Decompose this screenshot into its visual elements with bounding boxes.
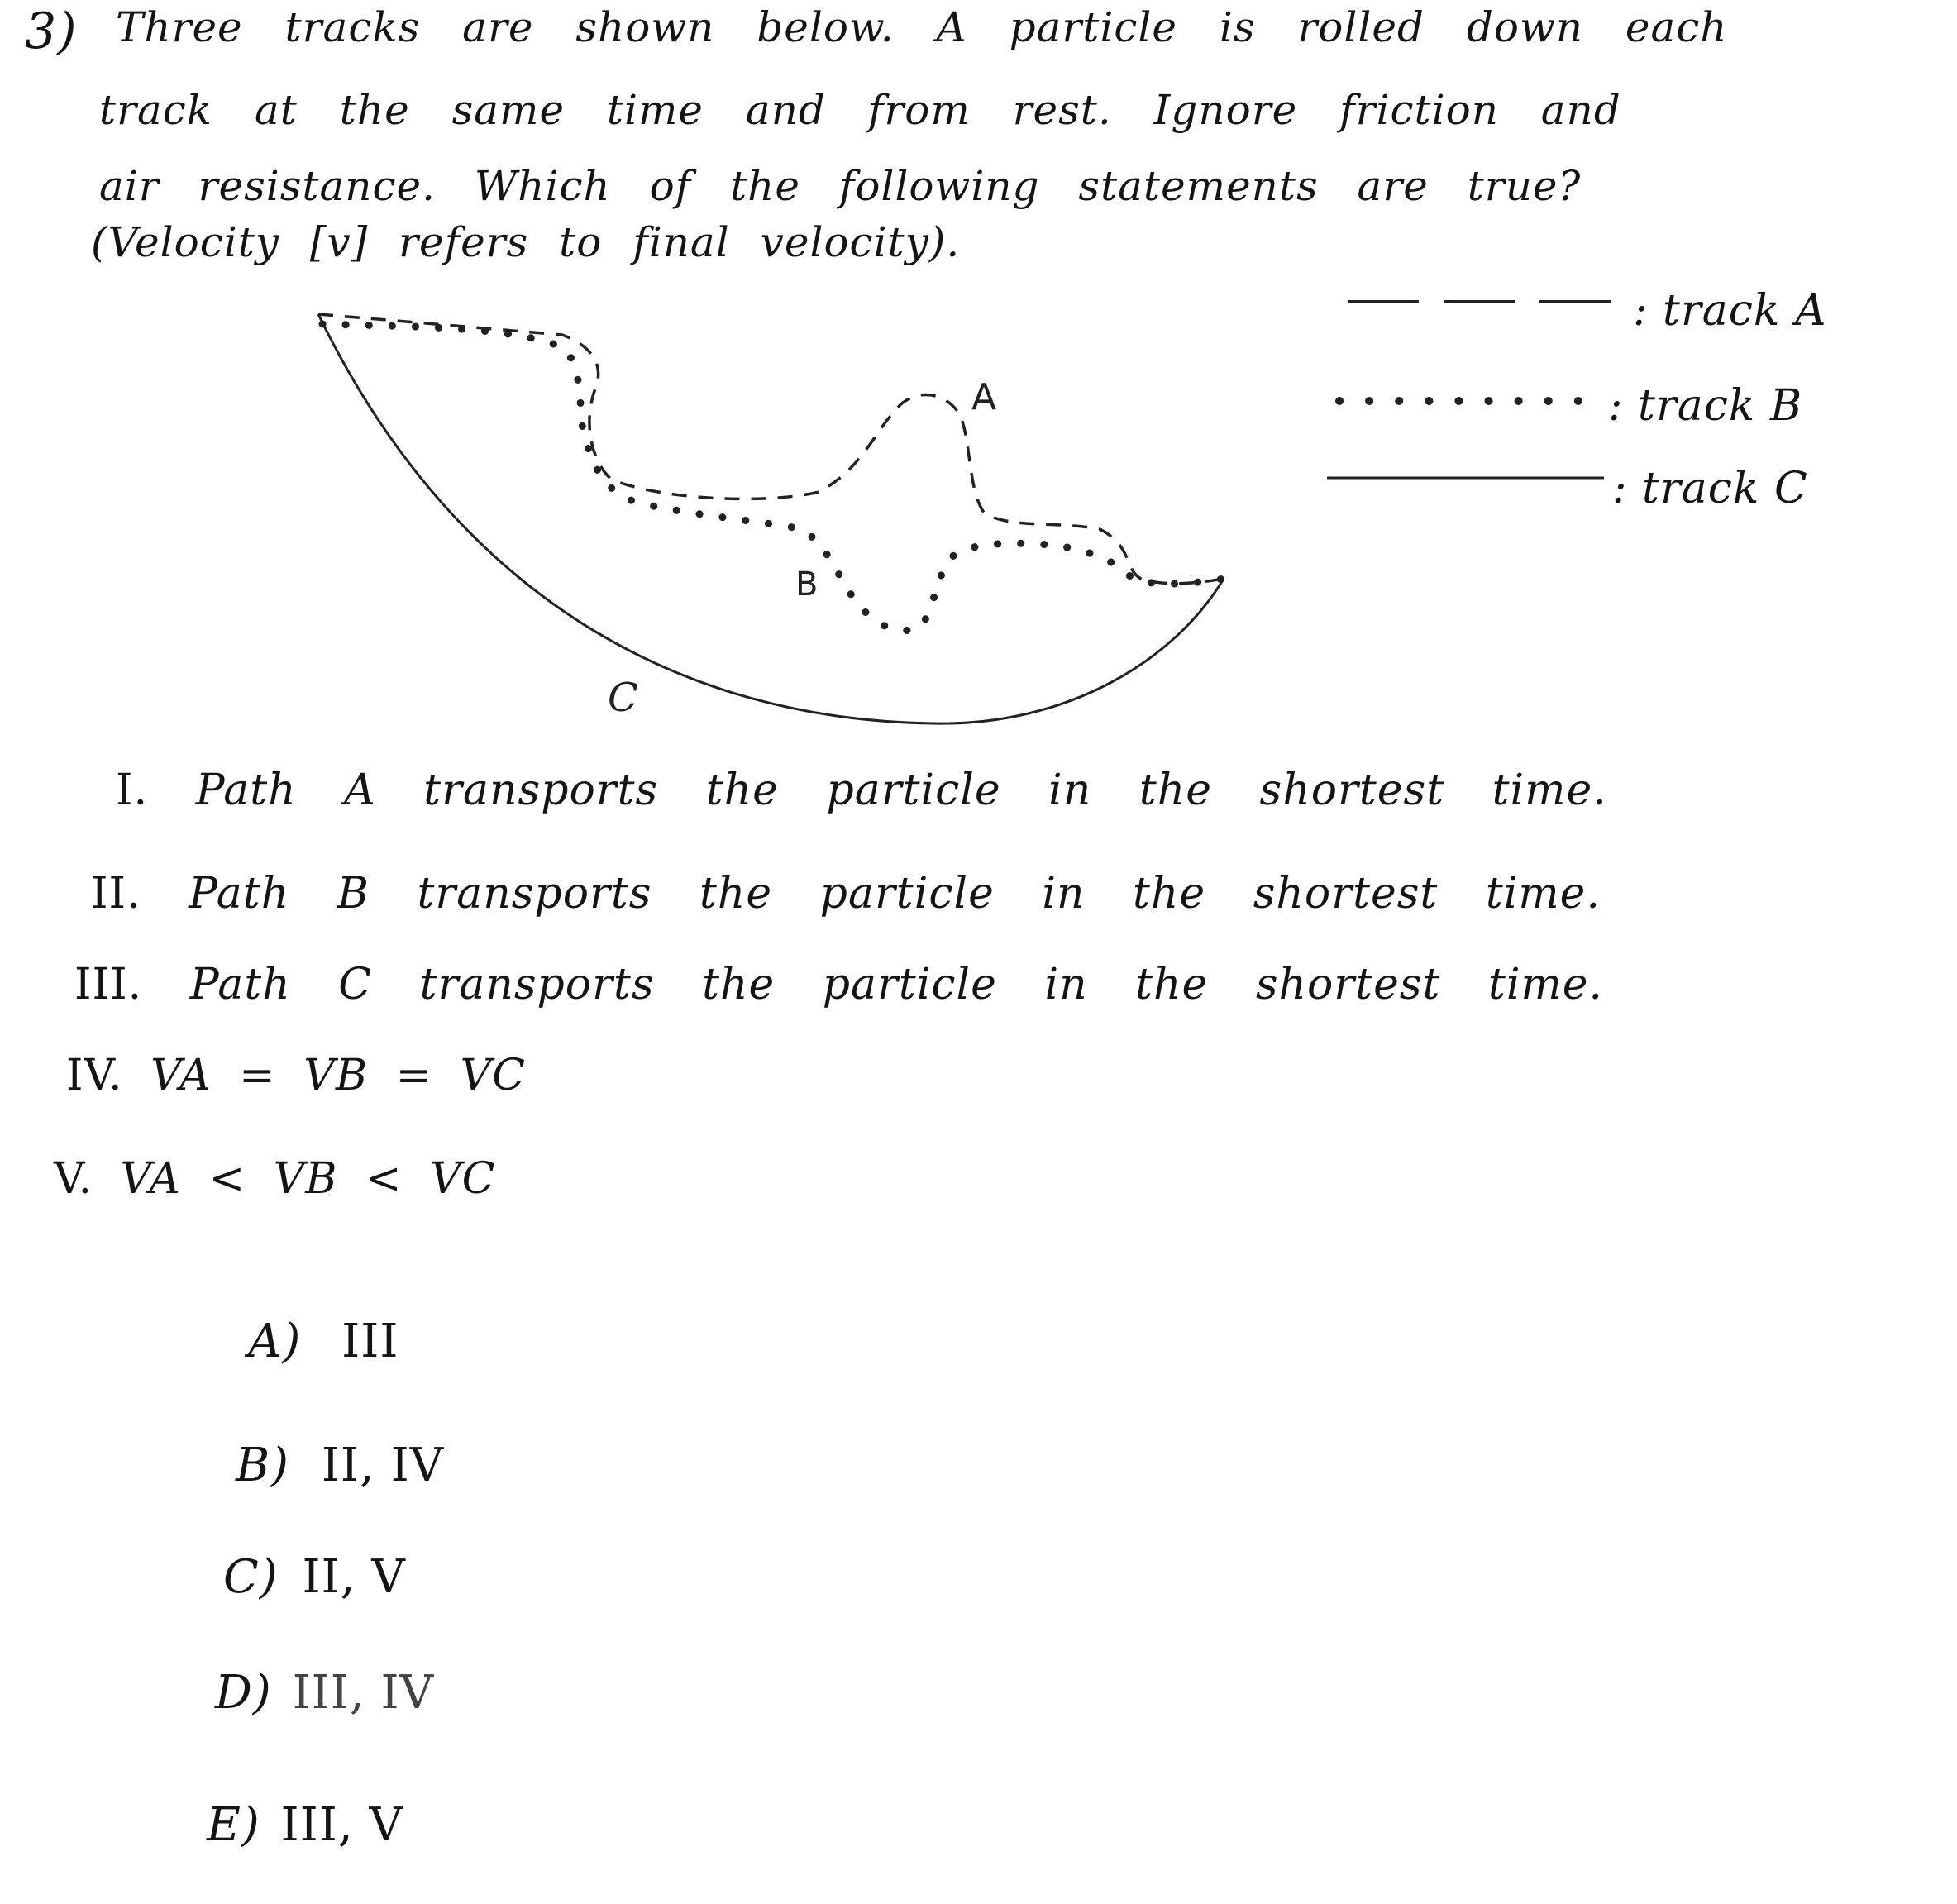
question-line-1: Three tracks are shown below. A particle is rolled down each xyxy=(116,3,1728,51)
statement-3-text: Path C transports the particle in the shortest time. xyxy=(189,960,1604,1009)
question-number: 3) xyxy=(25,2,78,60)
statement-1-numeral: I. xyxy=(116,766,149,815)
statement-2-text: Path B transports the particle in the shortest time. xyxy=(189,869,1601,919)
choice-a-letter: A) xyxy=(248,1315,302,1368)
statement-5-numeral: V. xyxy=(54,1154,93,1204)
choice-d[interactable] xyxy=(215,1666,435,1720)
track-c-line xyxy=(318,314,1224,723)
statement-1-text: Path A transports the particle in the shortest time. xyxy=(195,766,1607,815)
choice-b-answer: II, IV xyxy=(321,1439,445,1492)
statement-2-numeral: II. xyxy=(91,869,141,919)
statement-3-numeral: III. xyxy=(74,960,143,1009)
choice-d-letter: D) xyxy=(215,1666,272,1720)
legend-label-track-a: : track A xyxy=(1633,286,1827,336)
choice-c[interactable] xyxy=(223,1550,406,1604)
question-line-4: (Velocity [v] refers to final velocity). xyxy=(91,218,961,266)
choice-a-answer: III xyxy=(341,1315,399,1368)
statement-3 xyxy=(74,960,1604,1009)
statement-4 xyxy=(66,1051,527,1100)
label-track-b: B xyxy=(795,565,819,604)
track-a-line xyxy=(318,314,1224,584)
statement-4-text: VA = VB = VC xyxy=(150,1051,527,1100)
legend-label-track-c: : track C xyxy=(1612,464,1808,513)
label-track-a: A xyxy=(971,376,997,418)
choice-e-answer: III, V xyxy=(280,1798,403,1852)
choice-c-answer: II, V xyxy=(302,1550,406,1604)
statement-4-numeral: IV. xyxy=(66,1051,123,1100)
choice-d-answer: III, IV xyxy=(292,1666,435,1720)
question-line-2: track at the same time and from rest. Ignore friction and xyxy=(99,86,1621,134)
choice-b-letter: B) xyxy=(236,1439,289,1492)
choice-e[interactable] xyxy=(207,1798,403,1852)
statement-5 xyxy=(54,1154,496,1204)
legend-label-track-b: : track B xyxy=(1608,381,1803,431)
question-line-3: air resistance. Which of the following statements are true? xyxy=(99,162,1582,210)
statement-2 xyxy=(91,869,1601,919)
choice-b[interactable] xyxy=(236,1439,445,1492)
choice-e-letter: E) xyxy=(207,1798,260,1852)
label-track-c: C xyxy=(608,675,638,721)
track-b-line xyxy=(322,324,1224,631)
statement-1 xyxy=(116,766,1607,815)
tracks-diagram xyxy=(0,0,1957,744)
choice-a[interactable] xyxy=(248,1315,399,1368)
statement-5-text: VA < VB < VC xyxy=(120,1154,496,1204)
choice-c-letter: C) xyxy=(223,1550,279,1604)
